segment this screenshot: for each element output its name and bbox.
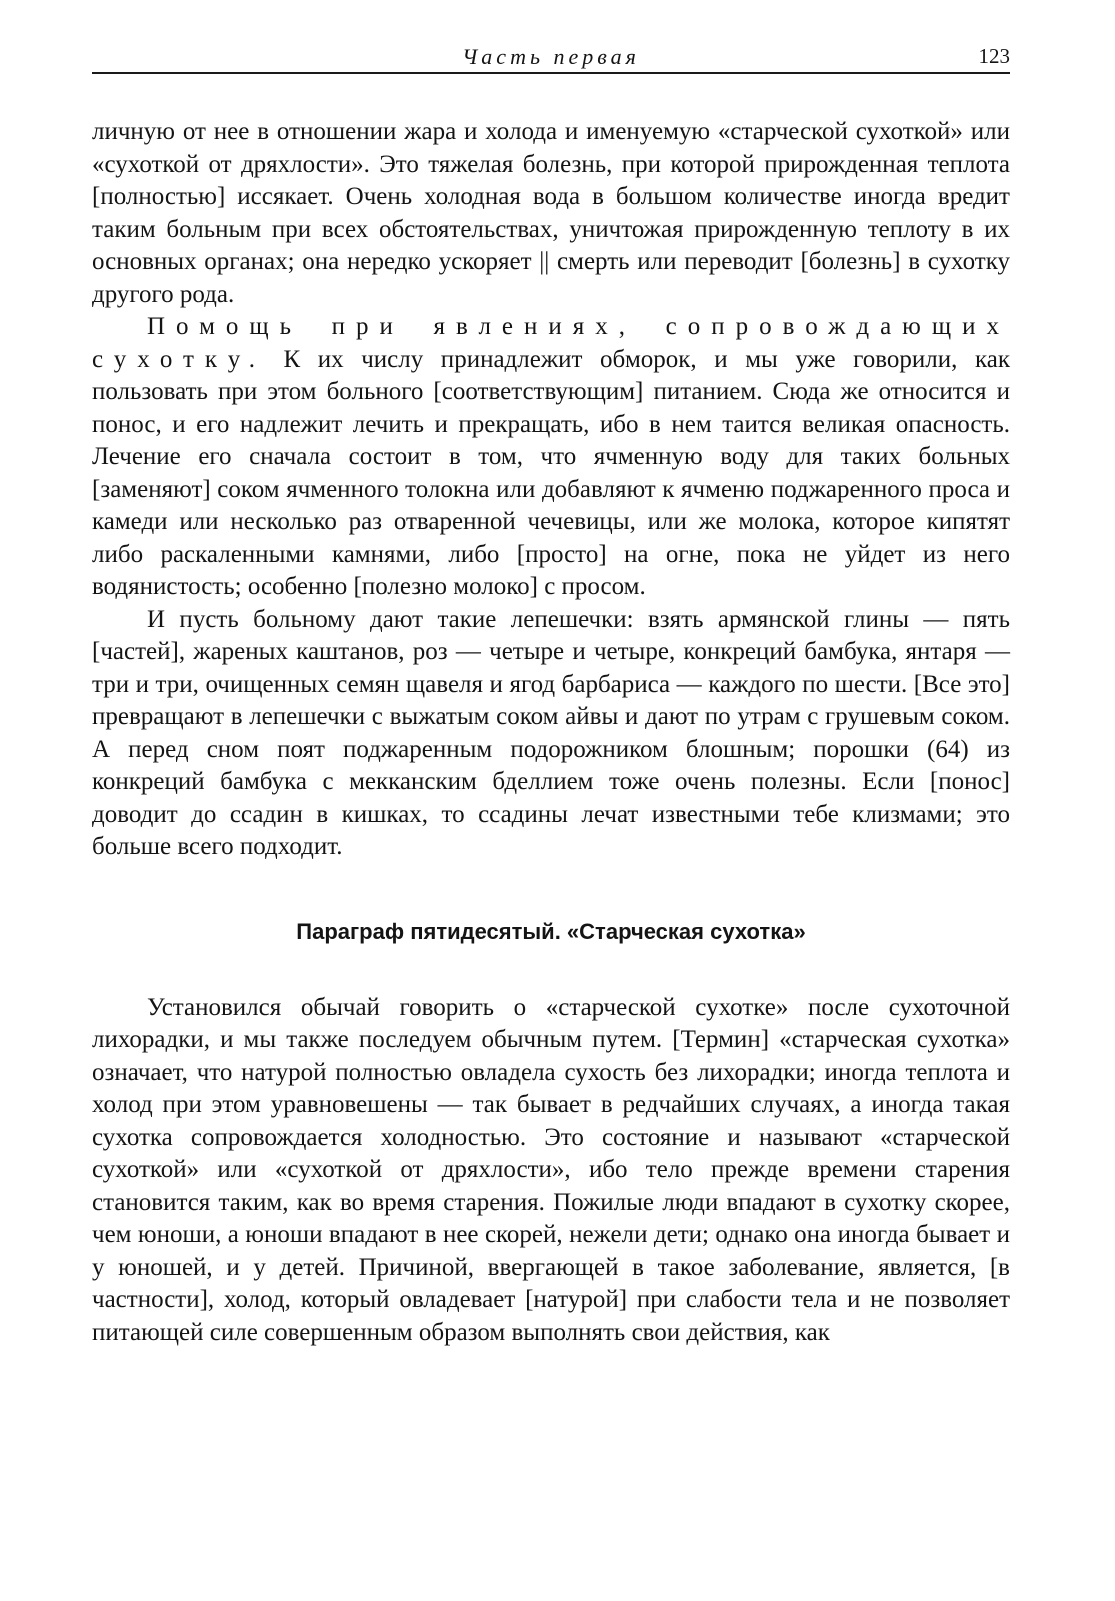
paragraph-2-lead: Помощь при явлениях, сопровождающих сухотку. (92, 313, 1010, 373)
page-number: 123 (978, 44, 1010, 68)
body-text (92, 116, 1010, 1349)
paragraph-1: личную от нее в отношении жара и холода и именуемую «старческой сухоткой» или «сухоткой от дряхлости». Это тяжелая болезнь, при которой прирожденная теплота [полностью] иссякает. Очень холодная вода в большом количестве иногда вредит таким больным при всех обстоятельствах, уничтожая прирожденную теплоту в их основных органах; она нередко ускоряет || смерть или переводит [болезнь] в сухотку другого рода. (92, 118, 1010, 308)
paragraph-3: И пусть больному дают такие лепешечки: взять армянской глины — пять [частей], жареных каштанов, роз — четыре и четыре, конкреций бамбука, янтаря — три и три, очищенных семян щавеля и ягод барбариса — каждого по шести. [Все это] превращают в лепешечки с выжатым соком айвы и дают по утрам с грушевым соком. А перед сном поят поджаренным подорожником блошным; порошки (64) из конкреций бамбука с мекканским бделлием тоже очень полезны. Если [понос] доводит до ссадин в кишках, то ссадины лечат известными тебе клизмами; это больше всего подходит. (92, 605, 1010, 860)
running-header (92, 38, 1010, 74)
section-heading: Параграф пятидесятый. «Старческая сухотка» (296, 918, 806, 944)
book-page (92, 38, 1010, 1349)
paragraph-4: Установился обычай говорить о «старческой сухотке» после сухоточной лихорадки, и мы также последуем обычным путем. [Термин] «старческая сухотка» означает, что натурой полностью овладела сухость без лихорадки; иногда теплота и холод при этом уравновешены — так бывает в редчайших случаях, а иногда такая сухотка сопровождается холодностью. Это состояние и называют «старческой сухоткой» или «сухоткой от дряхлости», ибо тело прежде времени старения становится таким, как во время старения. Пожилые люди впадают в сухотку скорее, чем юноши, а юноши впадают в нее скорей, нежели дети; однако она иногда бывает и у юношей, и у детей. Причиной, ввергающей в такое заболевание, является, [в частности], холод, который овладевает [натурой] при слабости тела и не позволяет питающей силе совершенным образом выполнять свои действия, как (92, 993, 1010, 1346)
paragraph-2-text: К их числу принадлежит обморок, и мы уже говорили, как пользовать при этом больного [соответствующим] питанием. Сюда же относится и понос, и его надлежит лечить и прекращать, ибо в нем таится великая опасность. Лечение его сначала состоит в том, что ячменную воду для таких больных [заменяют] соком ячменного толокна или добавляют к ячменю поджаренного проса и камеди или несколько раз отваренной чечевицы, или же молока, которое кипятят либо раскаленными камнями, либо [просто] на огне, пока не уйдет из него водянистость; особенно [полезно молоко] с просом. (92, 345, 1010, 600)
running-title: Часть первая (462, 44, 640, 69)
paragraph-2 (92, 311, 1010, 604)
